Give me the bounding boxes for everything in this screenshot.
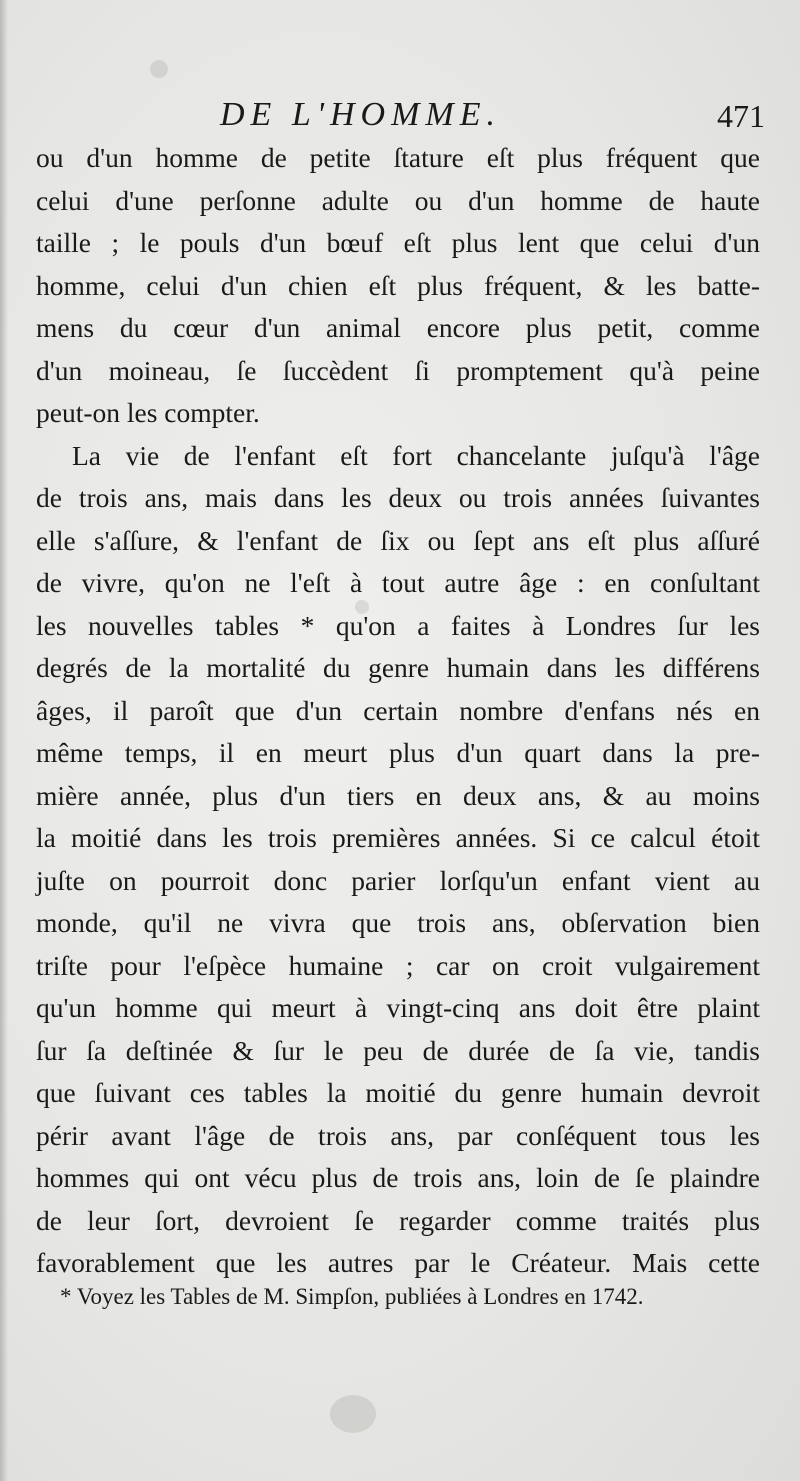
text-line: La vie de l'enfant eſt fort chancelante juſqu'à l'âge bbox=[72, 439, 760, 471]
text-line: périr avant l'âge de trois ans, par conſéquent tous les bbox=[36, 1119, 760, 1151]
text-line: mière année, plus d'un tiers en deux ans, & au moins bbox=[36, 779, 760, 811]
page-edge-shadow bbox=[0, 0, 8, 1481]
text-line: qu'un homme qui meurt à vingt-cinq ans doit être plaint bbox=[36, 992, 760, 1023]
text-line: de vivre, qu'on ne l'eſt à tout autre âge : en conſultant bbox=[36, 567, 760, 598]
text-line: même temps, il en meurt plus d'un quart dans la pre- bbox=[36, 737, 760, 768]
text-line: la moitié dans les trois premières années. Si ce calcul étoit bbox=[36, 822, 760, 853]
text-line: peut-on les compter. bbox=[36, 397, 260, 428]
body-text bbox=[36, 137, 760, 1285]
text-line: elle s'aſſure, & l'enfant de ſix ou ſept ans eſt plus aſſuré bbox=[36, 524, 760, 556]
text-line: d'un moineau, ſe ſuccèdent ſi promptement qu'à peine bbox=[36, 354, 760, 386]
text-line: degrés de la mortalité du genre humain dans les différens bbox=[36, 652, 760, 683]
paper-speck bbox=[150, 60, 168, 78]
page-header bbox=[220, 96, 765, 136]
text-line: hommes qui ont vécu plus de trois ans, loin de ſe plaindre bbox=[36, 1162, 760, 1193]
text-line: que ſuivant ces tables la moitié du genre humain devroit bbox=[36, 1077, 760, 1108]
text-line: monde, qu'il ne vivra que trois ans, obſervation bien bbox=[36, 907, 760, 938]
text-line: mens du cœur d'un animal encore plus petit, comme bbox=[36, 312, 760, 343]
page-number: 471 bbox=[717, 98, 765, 134]
text-line: les nouvelles tables * qu'on a faites à Londres ſur les bbox=[36, 609, 760, 641]
text-line: homme, celui d'un chien eſt plus fréquent, & les batte- bbox=[36, 269, 760, 301]
text-line: de trois ans, mais dans les deux ou trois années ſuivantes bbox=[36, 482, 760, 513]
running-head: DE L'HOMME. bbox=[220, 96, 502, 133]
text-line: celui d'une perſonne adulte ou d'un homme de haute bbox=[36, 184, 760, 216]
text-line: triſte pour l'eſpèce humaine ; car on croit vulgairement bbox=[36, 949, 760, 981]
paper-speck bbox=[330, 1395, 376, 1433]
text-line: juſte on pourroit donc parier lorſqu'un enfant vient au bbox=[36, 864, 760, 896]
text-line: ou d'un homme de petite ſtature eſt plus fréquent que bbox=[36, 142, 760, 173]
text-line: taille ; le pouls d'un bœuf eſt plus lent que celui d'un bbox=[36, 227, 760, 258]
text-line: favorablement que les autres par le Créateur. Mais cette bbox=[36, 1247, 760, 1278]
text-line: de leur ſort, devroient ſe regarder comme traités plus bbox=[36, 1204, 760, 1236]
text-line: ſur ſa deſtinée & ſur le peu de durée de ſa vie, tandis bbox=[36, 1034, 760, 1066]
footnote: * Voyez les Tables de M. Simpſon, publiées à Londres en 1742. bbox=[60, 1284, 644, 1309]
text-line: âges, il paroît que d'un certain nombre d'enfans nés en bbox=[36, 694, 760, 726]
